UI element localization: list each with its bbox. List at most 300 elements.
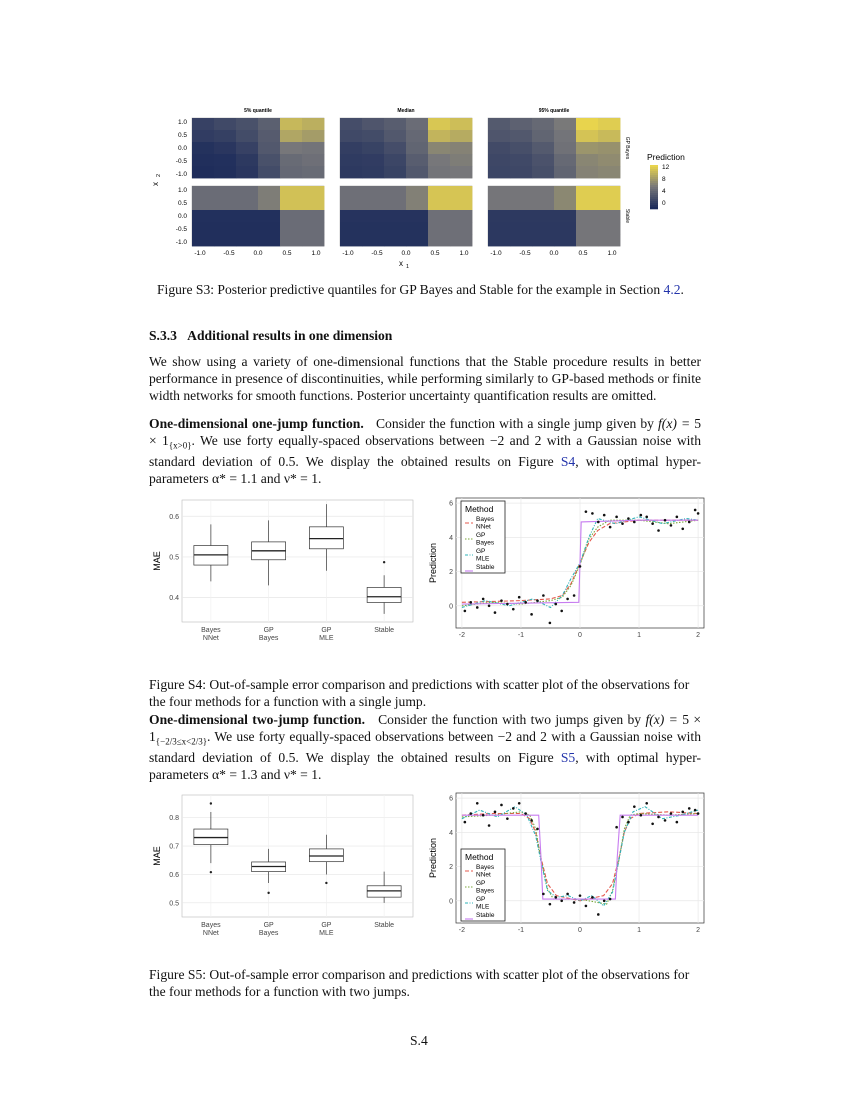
heatmap-cell: [236, 142, 258, 154]
observation-point: [542, 893, 545, 896]
heatmap-cell: [576, 210, 598, 222]
x-tick-label: GP: [321, 627, 332, 634]
heatmap-cell: [428, 154, 450, 166]
heatmap-cell: [192, 154, 214, 166]
heatmap-cell: [406, 186, 428, 198]
y-tick-label: 6: [449, 500, 453, 508]
heatmap-cell: [236, 198, 258, 210]
heatmap-cell: [510, 142, 532, 154]
legend-colorbar-segment: [650, 181, 658, 183]
observation-point: [566, 893, 569, 896]
legend-tick: 8: [662, 176, 666, 183]
observation-point: [524, 812, 527, 815]
heatmap-cell: [554, 166, 576, 178]
x-tick-label: 1: [637, 927, 642, 934]
observation-point: [645, 516, 648, 519]
observation-point: [597, 521, 600, 524]
heatmap-cell: [428, 210, 450, 222]
observation-point: [506, 603, 509, 606]
heatmap-cell: [598, 222, 620, 234]
x-tick-label: GP: [321, 922, 332, 929]
one-jump-paragraph: One-dimensional one-jump function. Consider the function with a single jump given by $f(x) = 5 \times 1_{\{x>0\}}$. We use forty equally-spaced observations between −2 and 2 with a Gaussian noise with standard deviation of 0.5. We display the obtained results on Figure S4, with optimal hyper-parameters α* = 1.1 and ν* = 1.: [149, 416, 702, 487]
heatmap-cell: [406, 142, 428, 154]
observation-point: [494, 811, 497, 814]
x-axis-label-sub: 1: [406, 264, 410, 270]
x-tick-label: 0.0: [401, 250, 411, 257]
heatmap-cell: [236, 166, 258, 178]
observation-point: [506, 817, 509, 820]
x-tick-label: NNet: [202, 635, 219, 642]
y-tick-label: 1.0: [177, 119, 187, 126]
heatmap-cell: [598, 210, 620, 222]
heatmap-cell: [384, 118, 406, 130]
heatmap-cell: [280, 186, 302, 198]
heatmap-cell: [598, 130, 620, 142]
legend-colorbar-segment: [650, 169, 658, 171]
heatmap-cell: [340, 154, 362, 166]
figure-s5-caption: Figure S5: Out-of-sample error comparison and predictions with scatter plot of the observations for the four methods for a function with two jumps.: [149, 967, 690, 999]
heatmap-cell: [236, 222, 258, 234]
heatmap-cell: [488, 130, 510, 142]
heatmap-cell: [450, 154, 472, 166]
observation-point: [657, 529, 660, 532]
heatmap-cell: [532, 142, 554, 154]
heatmap-cell: [406, 118, 428, 130]
observation-point: [549, 903, 552, 906]
heatmap-cell: [214, 142, 236, 154]
observation-point: [464, 610, 467, 613]
y-tick-label: -0.5: [175, 158, 187, 165]
box-outlier: [383, 561, 385, 563]
two-jump-paragraph: One-dimensional two-jump function. Consider the function with two jumps given by $f(x) = 5 \times 1_{\{-2/3\le x<2/3\}}$. We use forty equally-spaced observations between −2 and 2 with a Gaussian noise with standard deviation of 0.5. We display the obtained results on Figure S5, with optimal hyper-parameters α* = 1.3 and ν* = 1.: [149, 712, 701, 783]
x-tick-label: -0.5: [223, 250, 235, 257]
x-tick-label: 0.5: [430, 250, 440, 257]
x-tick-label: Bayes: [258, 930, 279, 937]
heatmap-cell: [236, 210, 258, 222]
heatmap-cell: [510, 166, 532, 178]
heatmap-cell: [406, 130, 428, 142]
observation-point: [681, 527, 684, 530]
heatmap-cell: [532, 186, 554, 198]
x-tick-label: 0.0: [549, 250, 559, 257]
y-tick-label: 0.7: [169, 843, 179, 851]
y-tick-label: 0.4: [169, 595, 179, 603]
box: [309, 527, 343, 549]
legend-label: NNet: [476, 523, 491, 531]
heatmap-cell: [362, 118, 384, 130]
heatmap-cell: [554, 142, 576, 154]
heatmap-cell: [406, 210, 428, 222]
heatmap-cell: [532, 210, 554, 222]
s5-mae-boxplot: [148, 789, 423, 949]
observation-point: [645, 802, 648, 805]
observation-point: [664, 519, 667, 522]
heatmap-cell: [214, 198, 236, 210]
observation-point: [621, 522, 624, 525]
observation-point: [494, 611, 497, 614]
heatmap-cell: [362, 166, 384, 178]
heatmap-cell: [488, 166, 510, 178]
heatmap-cell: [258, 222, 280, 234]
observation-point: [615, 516, 618, 519]
heatmap-cell: [280, 130, 302, 142]
observation-point: [681, 811, 684, 814]
x-tick-label: 0.5: [578, 250, 588, 257]
legend-colorbar-segment: [650, 189, 658, 191]
heatmap-cell: [384, 130, 406, 142]
heatmap-cell: [214, 210, 236, 222]
x-tick-label: -0.5: [371, 250, 383, 257]
box: [309, 849, 343, 862]
y-tick-label: 0.6: [169, 871, 179, 879]
observation-point: [609, 526, 612, 529]
y-tick-label: 0.5: [177, 132, 187, 139]
heatmap-cell: [384, 222, 406, 234]
heatmap-cell: [488, 186, 510, 198]
x-tick-label: -1.0: [490, 250, 502, 257]
observation-point: [518, 802, 521, 805]
heatmap-cell: [450, 222, 472, 234]
observation-point: [554, 896, 557, 899]
figure-s4-ref-link[interactable]: S4: [560, 454, 576, 470]
x-tick-label: 2: [696, 632, 701, 639]
legend-colorbar-segment: [650, 207, 658, 209]
heatmap-cell: [598, 186, 620, 198]
box-outlier: [325, 882, 327, 884]
heatmap-cell: [192, 234, 214, 246]
heatmap-cell: [302, 130, 324, 142]
observation-point: [640, 814, 643, 817]
observation-point: [566, 598, 569, 601]
heatmap-cell: [450, 166, 472, 178]
heatmap-cell: [488, 154, 510, 166]
observation-point: [670, 524, 673, 527]
section-ref-link[interactable]: 4.2: [663, 282, 681, 297]
observation-point: [469, 601, 472, 604]
y-tick-label: 2: [449, 569, 453, 577]
observation-point: [651, 522, 654, 525]
heatmap-cell: [362, 210, 384, 222]
observation-point: [664, 819, 667, 822]
heatmap-cell: [340, 198, 362, 210]
heatmap-cell: [258, 234, 280, 246]
heatmap-cell: [532, 166, 554, 178]
heatmap-cell: [532, 130, 554, 142]
heatmap-col-title: 95% quantile: [538, 108, 570, 114]
heatmap-cell: [576, 234, 598, 246]
heatmap-cell: [236, 130, 258, 142]
heatmap-row-label: GP Bayes: [624, 136, 630, 160]
observation-point: [573, 901, 576, 904]
x-tick-label: -1: [517, 927, 525, 934]
observation-point: [482, 598, 485, 601]
observation-point: [688, 807, 691, 810]
heatmap-cell: [510, 222, 532, 234]
heatmap-cell: [340, 142, 362, 154]
heatmap-cell: [236, 234, 258, 246]
heatmap-cell: [532, 234, 554, 246]
heatmap-cell: [302, 234, 324, 246]
heatmap-cell: [384, 154, 406, 166]
y-tick-label: 0.8: [169, 815, 179, 823]
legend-label: Bayes: [476, 539, 495, 547]
legend-colorbar-segment: [650, 191, 658, 193]
x-tick-label: 2: [696, 927, 701, 934]
observation-point: [640, 514, 643, 517]
heatmap-cell: [406, 154, 428, 166]
heatmap-cell: [450, 198, 472, 210]
x-tick-label: -1.0: [194, 250, 206, 257]
heatmap-cell: [450, 186, 472, 198]
heatmap-cell: [192, 166, 214, 178]
heatmap-cell: [362, 234, 384, 246]
observation-point: [512, 608, 515, 611]
heatmap-cell: [258, 142, 280, 154]
legend-label: GP: [476, 548, 486, 555]
observation-point: [603, 899, 606, 902]
heatmap-cell: [258, 130, 280, 142]
heatmap-cell: [532, 154, 554, 166]
legend-title: Method: [465, 852, 494, 862]
observation-point: [579, 565, 582, 568]
heatmap-cell: [362, 142, 384, 154]
observation-point: [536, 599, 539, 602]
heatmap-cell: [554, 186, 576, 198]
heatmap-cell: [340, 210, 362, 222]
heatmap-cell: [236, 186, 258, 198]
heatmap-cell: [450, 130, 472, 142]
heatmap-cell: [428, 186, 450, 198]
heatmap-cell: [510, 210, 532, 222]
legend-colorbar-segment: [650, 185, 658, 187]
heatmap-cell: [192, 142, 214, 154]
heatmap-cell: [428, 118, 450, 130]
heatmap-cell: [576, 166, 598, 178]
legend-label: MLE: [476, 903, 490, 911]
legend-colorbar-segment: [650, 165, 658, 167]
figure-s3-caption: Figure S3: Posterior predictive quantiles for GP Bayes and Stable for the example in Section 4.2.: [157, 282, 684, 297]
x-tick-label: -0.5: [519, 250, 531, 257]
legend-colorbar-segment: [650, 187, 658, 189]
heatmap-cell: [258, 186, 280, 198]
box-outlier: [210, 871, 212, 873]
legend-colorbar-segment: [650, 183, 658, 185]
heatmap-cell: [428, 234, 450, 246]
heatmap-cell: [488, 234, 510, 246]
y-tick-label: 0: [449, 603, 453, 611]
heatmap-cell: [258, 166, 280, 178]
heatmap-cell: [362, 130, 384, 142]
heatmap-cell: [302, 154, 324, 166]
s5-prediction-plot: [426, 789, 708, 949]
heatmap-cell: [532, 118, 554, 130]
observation-point: [560, 899, 563, 902]
heatmap-cell: [192, 118, 214, 130]
y-tick-label: 1.0: [177, 187, 187, 194]
heatmap-cell: [280, 154, 302, 166]
legend-tick: 4: [662, 188, 666, 195]
heatmap-cell: [510, 198, 532, 210]
legend-colorbar-segment: [650, 201, 658, 203]
heatmap-cell: [192, 186, 214, 198]
y-axis-label: Prediction: [428, 837, 438, 879]
heatmap-cell: [214, 154, 236, 166]
observation-point: [464, 821, 467, 824]
y-tick-label: 0.0: [177, 213, 187, 220]
legend-label: NNet: [476, 871, 491, 879]
x-tick-label: -2: [458, 632, 466, 639]
observation-point: [560, 610, 563, 613]
legend-colorbar-segment: [650, 171, 658, 173]
heatmap-cell: [214, 130, 236, 142]
legend-label: Bayes: [476, 516, 495, 523]
legend-tick: 0: [662, 200, 666, 207]
heatmap-cell: [554, 222, 576, 234]
heatmap-cell: [362, 198, 384, 210]
heatmap-cell: [554, 210, 576, 222]
heatmap-cell: [384, 210, 406, 222]
legend-colorbar-segment: [650, 205, 658, 207]
y-tick-label: 0.6: [169, 513, 179, 521]
heatmap-cell: [598, 118, 620, 130]
legend-colorbar-segment: [650, 195, 658, 197]
figure-s5-ref-link[interactable]: S5: [560, 750, 576, 766]
heatmap-cell: [280, 198, 302, 210]
observation-point: [500, 599, 503, 602]
heatmap-cell: [532, 198, 554, 210]
heatmap-cell: [428, 142, 450, 154]
legend-colorbar-segment: [650, 197, 658, 199]
observation-point: [585, 510, 588, 513]
observation-point: [688, 521, 691, 524]
heatmap-cell: [362, 186, 384, 198]
heatmap-cell: [280, 142, 302, 154]
section-number: S.3.3: [149, 328, 177, 343]
legend-colorbar-segment: [650, 177, 658, 179]
x-tick-label: 1.0: [607, 250, 617, 257]
x-tick-label: -1: [517, 632, 525, 639]
heatmap-cell: [532, 222, 554, 234]
heatmap-cell: [488, 198, 510, 210]
heatmap-cell: [598, 142, 620, 154]
x-tick-label: 1.0: [311, 250, 321, 257]
heatmap-cell: [302, 142, 324, 154]
box: [194, 829, 228, 845]
heatmap-cell: [428, 166, 450, 178]
heatmap-cell: [192, 210, 214, 222]
observation-point: [627, 517, 630, 520]
legend-title: Method: [465, 504, 494, 514]
heatmap-cell: [450, 210, 472, 222]
observation-point: [615, 826, 618, 829]
heatmap-cell: [302, 166, 324, 178]
x-tick-label: 0: [578, 632, 582, 639]
heatmap-cell: [280, 166, 302, 178]
observation-point: [657, 816, 660, 819]
heatmap-cell: [428, 222, 450, 234]
heatmap-cell: [510, 154, 532, 166]
y-tick-label: 4: [449, 534, 453, 542]
heatmap-cell: [576, 154, 598, 166]
heatmap-cell: [450, 118, 472, 130]
legend-tick: 12: [662, 164, 670, 171]
observation-point: [633, 521, 636, 524]
heatmap-cell: [236, 118, 258, 130]
observation-point: [524, 601, 527, 604]
heatmap-cell: [384, 234, 406, 246]
observation-point: [500, 804, 503, 807]
heatmap-cell: [214, 118, 236, 130]
heatmap-cell: [258, 118, 280, 130]
heatmap-cell: [302, 222, 324, 234]
section-intro: We show using a variety of one-dimensional functions that the Stable procedure results in better performance in presence of discontinuities, while performing similarly to GP-based methods or finite width networks for smooth functions. Posterior uncertainty quantification results are omitted.: [149, 354, 701, 403]
heatmap-cell: [384, 142, 406, 154]
heatmap-cell: [192, 130, 214, 142]
heatmap-cell: [554, 234, 576, 246]
x-tick-label: GP: [263, 922, 274, 929]
page-number: S.4: [410, 1033, 428, 1048]
heatmap-cell: [214, 222, 236, 234]
heatmap-cell: [192, 198, 214, 210]
heatmap-cell: [302, 198, 324, 210]
heatmap-cell: [362, 154, 384, 166]
figure-s5: [148, 789, 708, 949]
legend-colorbar-segment: [650, 193, 658, 195]
y-tick-label: -0.5: [175, 226, 187, 233]
x-tick-label: Stable: [374, 627, 395, 634]
observation-point: [542, 594, 545, 597]
x-tick-label: Bayes: [201, 627, 221, 634]
observation-point: [621, 816, 624, 819]
x-axis-label: x: [399, 259, 403, 268]
box-outlier: [210, 802, 212, 804]
observation-point: [651, 822, 654, 825]
panel-frame: [182, 795, 413, 917]
observation-point: [549, 622, 552, 625]
s4-mae-boxplot: [148, 494, 423, 654]
heatmap-cell: [406, 198, 428, 210]
legend-label: GP: [476, 880, 486, 887]
observation-point: [469, 812, 472, 815]
heatmap-cell: [488, 142, 510, 154]
y-axis-label: MAE: [152, 551, 162, 571]
heatmap-cell: [488, 210, 510, 222]
observation-point: [670, 812, 673, 815]
heatmap-cell: [576, 186, 598, 198]
heatmap-cell: [554, 154, 576, 166]
heatmap-cell: [280, 222, 302, 234]
observation-point: [530, 613, 533, 616]
heatmap-cell: [598, 198, 620, 210]
heatmap-cell: [302, 186, 324, 198]
heatmap-cell: [340, 186, 362, 198]
y-tick-label: -1.0: [175, 171, 187, 178]
legend-label: MLE: [476, 555, 490, 563]
y-tick-label: 0.5: [177, 200, 187, 207]
section-heading: [149, 328, 392, 344]
x-tick-label: -1.0: [342, 250, 354, 257]
x-tick-label: -2: [458, 927, 466, 934]
heatmap-cell: [576, 142, 598, 154]
heatmap-cell: [510, 186, 532, 198]
y-tick-label: 0.5: [169, 900, 179, 908]
y-tick-label: 0: [449, 898, 453, 906]
legend-label: Bayes: [476, 864, 495, 871]
heatmap-cell: [554, 118, 576, 130]
heatmap-cell: [510, 118, 532, 130]
y-tick-label: -1.0: [175, 239, 187, 246]
y-tick-label: 0.0: [177, 145, 187, 152]
